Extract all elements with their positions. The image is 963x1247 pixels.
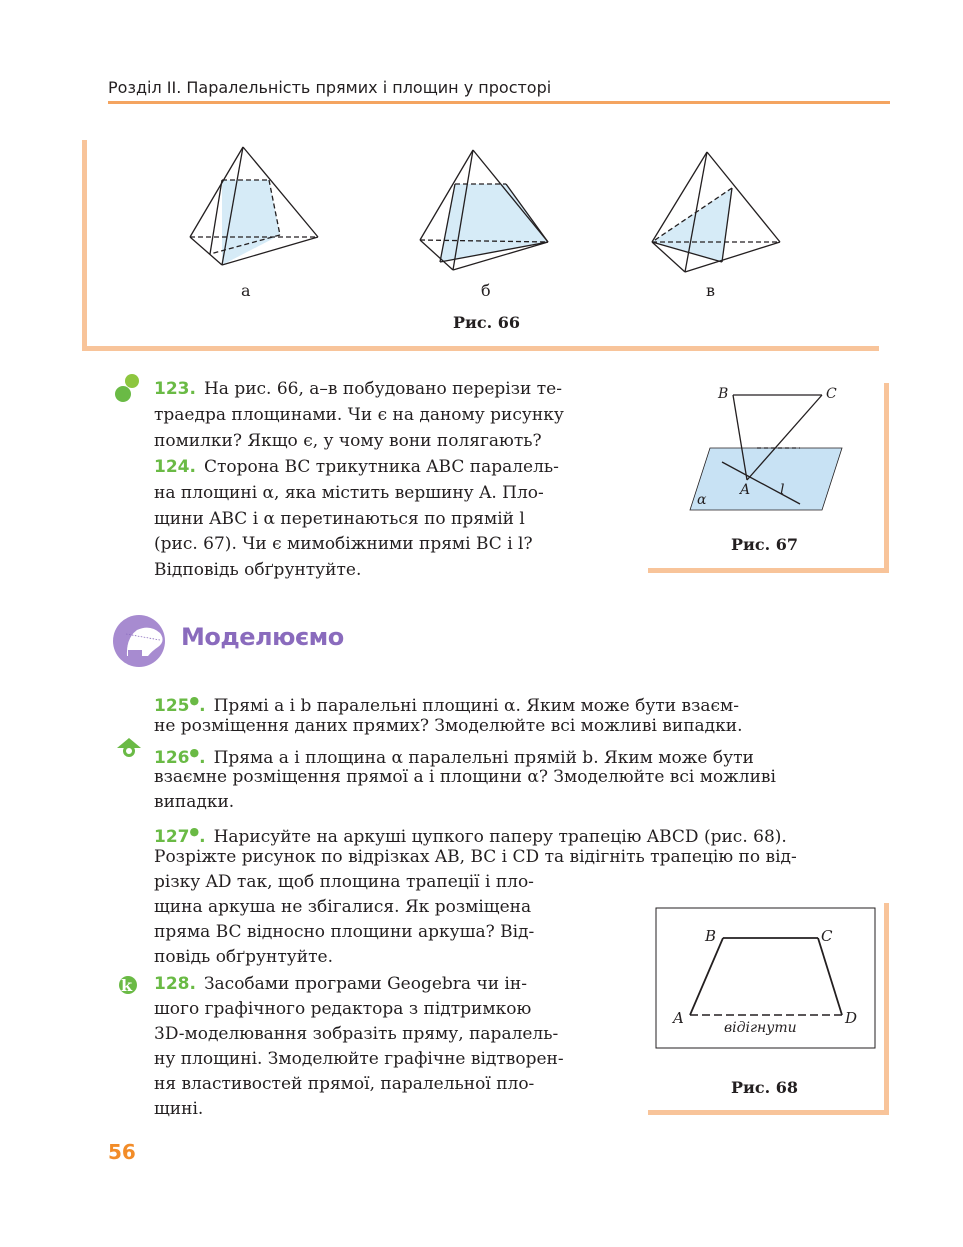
fig67-label-alpha: α (697, 492, 707, 508)
task-124-number: 124. (154, 457, 196, 477)
task-126-line-2: взаємне розміщення прямої a і площини α? Змоделюйте всі можливі (154, 767, 776, 787)
task-127-number: 127●. (154, 825, 206, 847)
fig67-drawing (690, 395, 842, 510)
task-126-line-3: випадки. (154, 792, 235, 812)
home-task-icon (117, 738, 141, 757)
task-123-number: 123. (154, 379, 196, 399)
task-128-line-5: ня властивостей прямої, паралельної пло- (154, 1074, 535, 1094)
task-125-line-2: не розміщення даних прямих? Змоделюйте всі можливі випадки. (154, 716, 743, 736)
task-123-line-1: 123. На рис. 66, а–в побудовано перерізи те- (154, 379, 562, 399)
fig66b-label: б (481, 281, 491, 300)
fig66c-tetrahedron (652, 152, 780, 272)
fig67-caption: Рис. 67 (731, 535, 799, 554)
task-124-line-3: щини ABC і α перетинаються по прямій l (154, 509, 525, 529)
fig66-caption: Рис. 66 (453, 313, 521, 332)
task-128-line-6: щині. (154, 1099, 204, 1119)
running-header: Розділ ІІ. Паралельність прямих і площин у просторі (108, 78, 552, 97)
task-128-number: 128. (154, 974, 196, 994)
fig66b-tetrahedron (420, 150, 548, 270)
task-124-line-1: 124. Сторона BC трикутника ABC паралель- (154, 457, 559, 477)
fig68-label-b: B (705, 927, 717, 945)
computer-task-icon (119, 976, 137, 995)
fig67-label-b: B (718, 386, 729, 402)
task-124-line-5: Відповідь обґрунтуйте. (154, 560, 362, 580)
task-128-line-1: 128. Засобами програми Geogebra чи ін- (154, 974, 527, 994)
task-124-line-2: на площині α, яка містить вершину A. Пло- (154, 483, 544, 503)
fig67-label-c: C (826, 386, 837, 402)
fig67-label-a: A (740, 482, 751, 498)
task-123-line-3: помилки? Якщо є, у чому вони полягають? (154, 431, 542, 451)
task-128-line-3: 3D-моделювання зобразіть пряму, паралель- (154, 1024, 559, 1044)
fig68-fold-label: відігнути (724, 1020, 797, 1036)
section-title: Моделюємо (181, 623, 344, 651)
task-126-number: 126●. (154, 746, 206, 768)
fig68-trapezoid (690, 938, 842, 1015)
fig68-label-a: A (673, 1009, 684, 1027)
page-number: 56 (108, 1140, 136, 1164)
task-127-line-2: Розріжте рисунок по відрізках AB, BC і CD та відігніть трапецію по від- (154, 847, 797, 867)
task-125-line-1: 125●. Прямі a і b паралельні площині α. Яким може бути взаєм- (154, 694, 739, 716)
fig67-label-l: l (780, 482, 785, 498)
fig68-caption: Рис. 68 (731, 1078, 799, 1097)
task-127-line-3: різку AD так, щоб площина трапеції і пло- (154, 872, 534, 892)
task-128-line-4: ну площині. Змоделюйте графічне відтворен- (154, 1049, 564, 1069)
task-127-line-6: повідь обґрунтуйте. (154, 947, 333, 967)
task-127-line-1: 127●. Нарисуйте на аркуші цупкого паперу трапецію ABCD (рис. 68). (154, 825, 787, 847)
fig68-label-c: C (821, 927, 833, 945)
task-125-number: 125●. (154, 694, 206, 716)
fig66a-tetrahedron (190, 147, 318, 265)
task-127-line-5: пряма BC відносно площини аркуша? Від- (154, 922, 535, 942)
fig66c-label: в (706, 281, 716, 300)
task-127-line-4: щина аркуша не збігалися. Як розміщена (154, 897, 532, 917)
modeling-section-icon (113, 615, 165, 667)
task-124-line-4: (рис. 67). Чи є мимобіжними прямі BC і l? (154, 534, 533, 554)
task-126-line-1: 126●. Пряма a і площина α паралельні прямій b. Яким може бути (154, 746, 754, 768)
task-128-line-2: шого графічного редактора з підтримкою (154, 999, 532, 1019)
fig68-label-d: D (845, 1009, 858, 1027)
svg-text:k: k (121, 976, 133, 995)
fig66a-label: а (241, 281, 251, 300)
task-level-icon-two-dots (115, 374, 139, 402)
task-123-line-2: траедра площинами. Чи є на даному рисунку (154, 405, 564, 425)
